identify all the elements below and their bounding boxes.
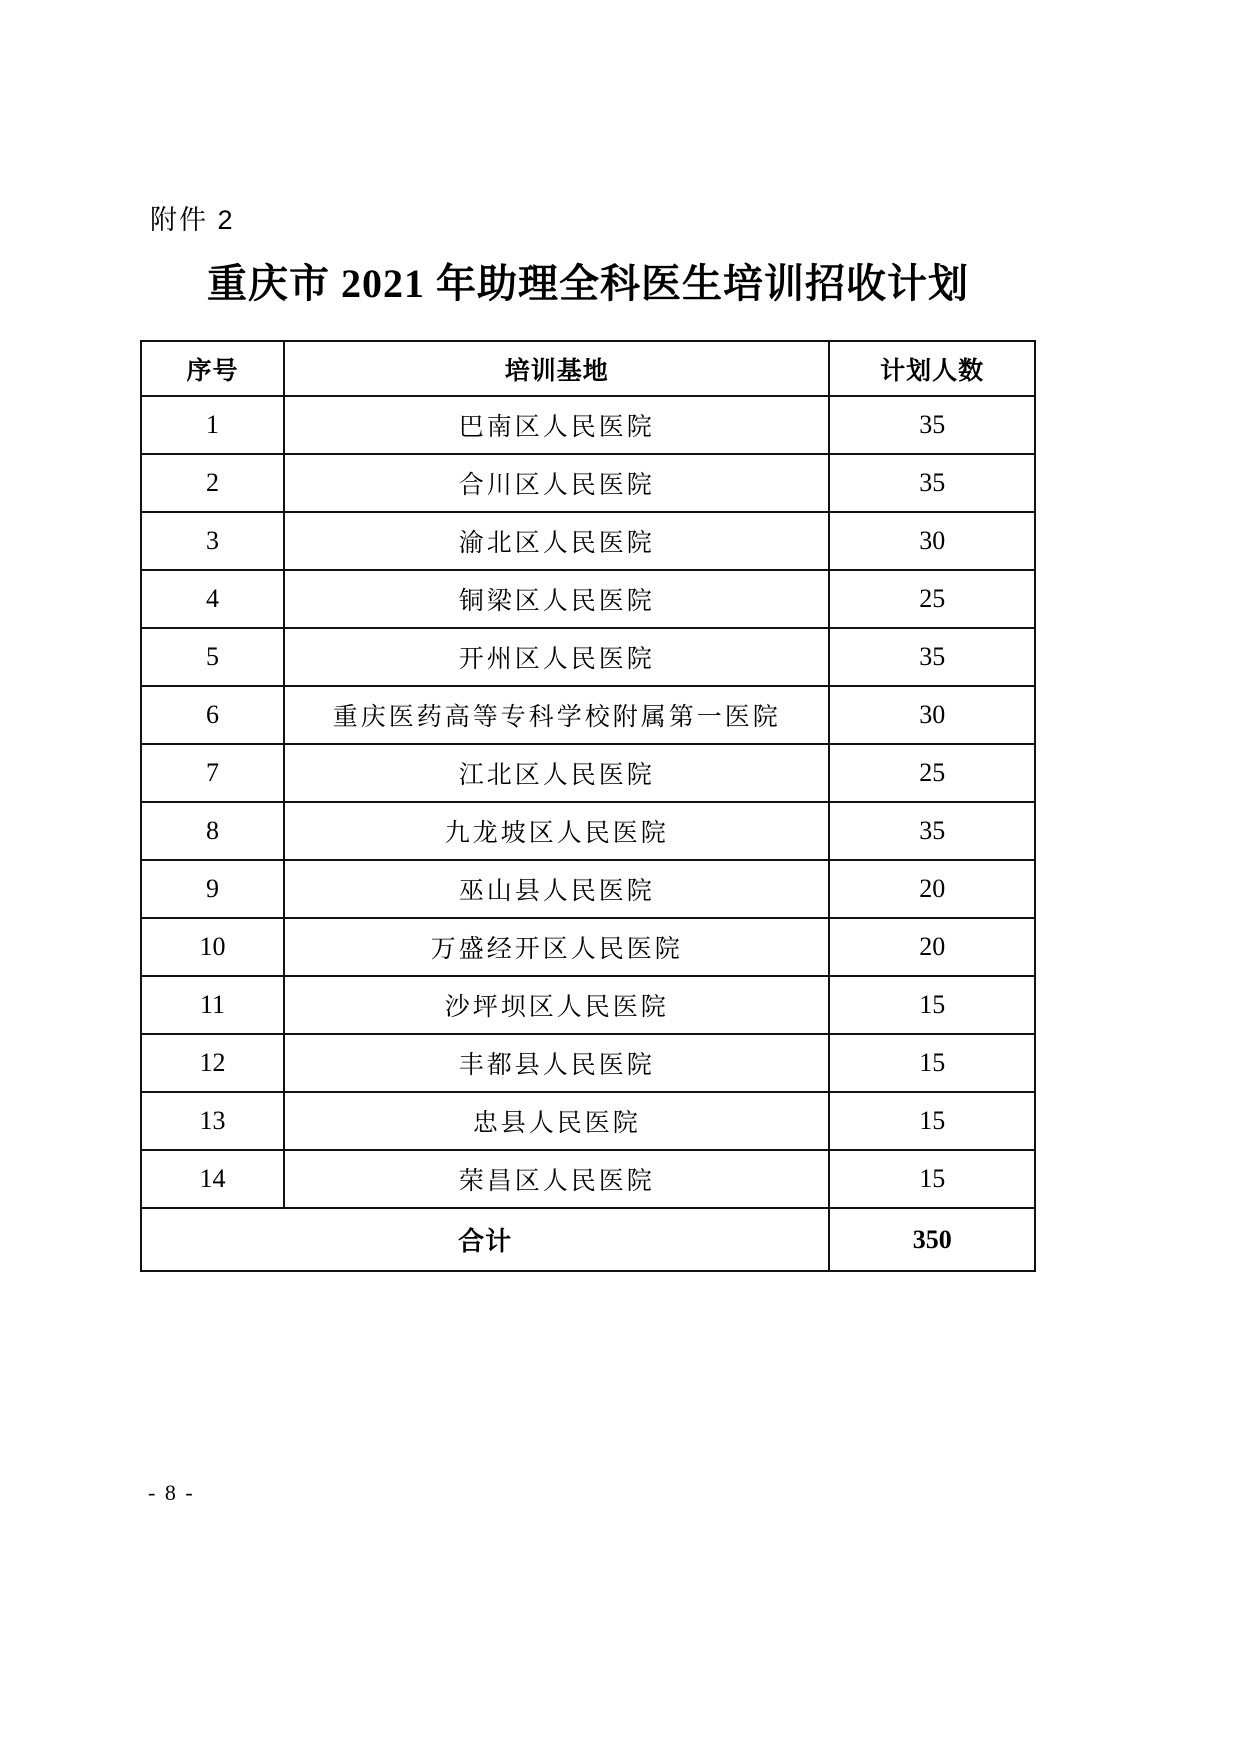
training-base-cell: 巫山县人民医院 bbox=[284, 860, 829, 918]
training-base-cell: 丰都县人民医院 bbox=[284, 1034, 829, 1092]
table-row bbox=[141, 860, 1035, 918]
planned-count-cell: 35 bbox=[829, 396, 1035, 454]
training-base-cell: 巴南区人民医院 bbox=[284, 396, 829, 454]
row-number-cell: 9 bbox=[141, 860, 284, 918]
table-header-row bbox=[141, 341, 1035, 396]
table-row bbox=[141, 744, 1035, 802]
training-base-cell: 九龙坡区人民医院 bbox=[284, 802, 829, 860]
row-number-cell: 12 bbox=[141, 1034, 284, 1092]
planned-count-cell: 15 bbox=[829, 1034, 1035, 1092]
planned-count-cell: 20 bbox=[829, 918, 1035, 976]
row-number-cell: 11 bbox=[141, 976, 284, 1034]
attachment-label: 附件 2 bbox=[150, 205, 235, 235]
recruitment-plan-table bbox=[140, 340, 1036, 1272]
table-row bbox=[141, 918, 1035, 976]
training-base-cell: 合川区人民医院 bbox=[284, 454, 829, 512]
page-title: 重庆市 2021 年助理全科医生培训招收计划 bbox=[207, 261, 969, 306]
row-number-cell: 3 bbox=[141, 512, 284, 570]
training-base-cell: 开州区人民医院 bbox=[284, 628, 829, 686]
total-value-cell: 350 bbox=[829, 1208, 1035, 1271]
table-row bbox=[141, 976, 1035, 1034]
training-base-cell: 江北区人民医院 bbox=[284, 744, 829, 802]
training-base-cell: 铜梁区人民医院 bbox=[284, 570, 829, 628]
row-number-cell: 1 bbox=[141, 396, 284, 454]
table-row bbox=[141, 802, 1035, 860]
training-base-cell: 忠县人民医院 bbox=[284, 1092, 829, 1150]
table-row bbox=[141, 512, 1035, 570]
training-base-cell: 沙坪坝区人民医院 bbox=[284, 976, 829, 1034]
planned-count-cell: 20 bbox=[829, 860, 1035, 918]
row-number-cell: 2 bbox=[141, 454, 284, 512]
training-base-cell: 重庆医药高等专科学校附属第一医院 bbox=[284, 686, 829, 744]
row-number-cell: 7 bbox=[141, 744, 284, 802]
table-row bbox=[141, 1034, 1035, 1092]
planned-count-cell: 15 bbox=[829, 1092, 1035, 1150]
table-total-row bbox=[141, 1208, 1035, 1271]
table-row bbox=[141, 570, 1035, 628]
total-label-cell: 合计 bbox=[141, 1208, 829, 1271]
table-row bbox=[141, 686, 1035, 744]
planned-count-cell: 25 bbox=[829, 570, 1035, 628]
row-number-cell: 13 bbox=[141, 1092, 284, 1150]
column-header-no: 序号 bbox=[141, 341, 284, 396]
row-number-cell: 5 bbox=[141, 628, 284, 686]
column-header-base: 培训基地 bbox=[284, 341, 829, 396]
row-number-cell: 10 bbox=[141, 918, 284, 976]
planned-count-cell: 15 bbox=[829, 976, 1035, 1034]
row-number-cell: 6 bbox=[141, 686, 284, 744]
planned-count-cell: 30 bbox=[829, 512, 1035, 570]
planned-count-cell: 25 bbox=[829, 744, 1035, 802]
row-number-cell: 4 bbox=[141, 570, 284, 628]
planned-count-cell: 35 bbox=[829, 454, 1035, 512]
training-base-cell: 荣昌区人民医院 bbox=[284, 1150, 829, 1208]
table-row bbox=[141, 628, 1035, 686]
table-row bbox=[141, 396, 1035, 454]
training-base-cell: 渝北区人民医院 bbox=[284, 512, 829, 570]
planned-count-cell: 35 bbox=[829, 802, 1035, 860]
table-row bbox=[141, 1150, 1035, 1208]
page-number: - 8 - bbox=[148, 1480, 195, 1505]
planned-count-cell: 15 bbox=[829, 1150, 1035, 1208]
training-base-cell: 万盛经开区人民医院 bbox=[284, 918, 829, 976]
planned-count-cell: 35 bbox=[829, 628, 1035, 686]
table-row bbox=[141, 1092, 1035, 1150]
table-row bbox=[141, 454, 1035, 512]
row-number-cell: 8 bbox=[141, 802, 284, 860]
row-number-cell: 14 bbox=[141, 1150, 284, 1208]
planned-count-cell: 30 bbox=[829, 686, 1035, 744]
column-header-count: 计划人数 bbox=[829, 341, 1035, 396]
